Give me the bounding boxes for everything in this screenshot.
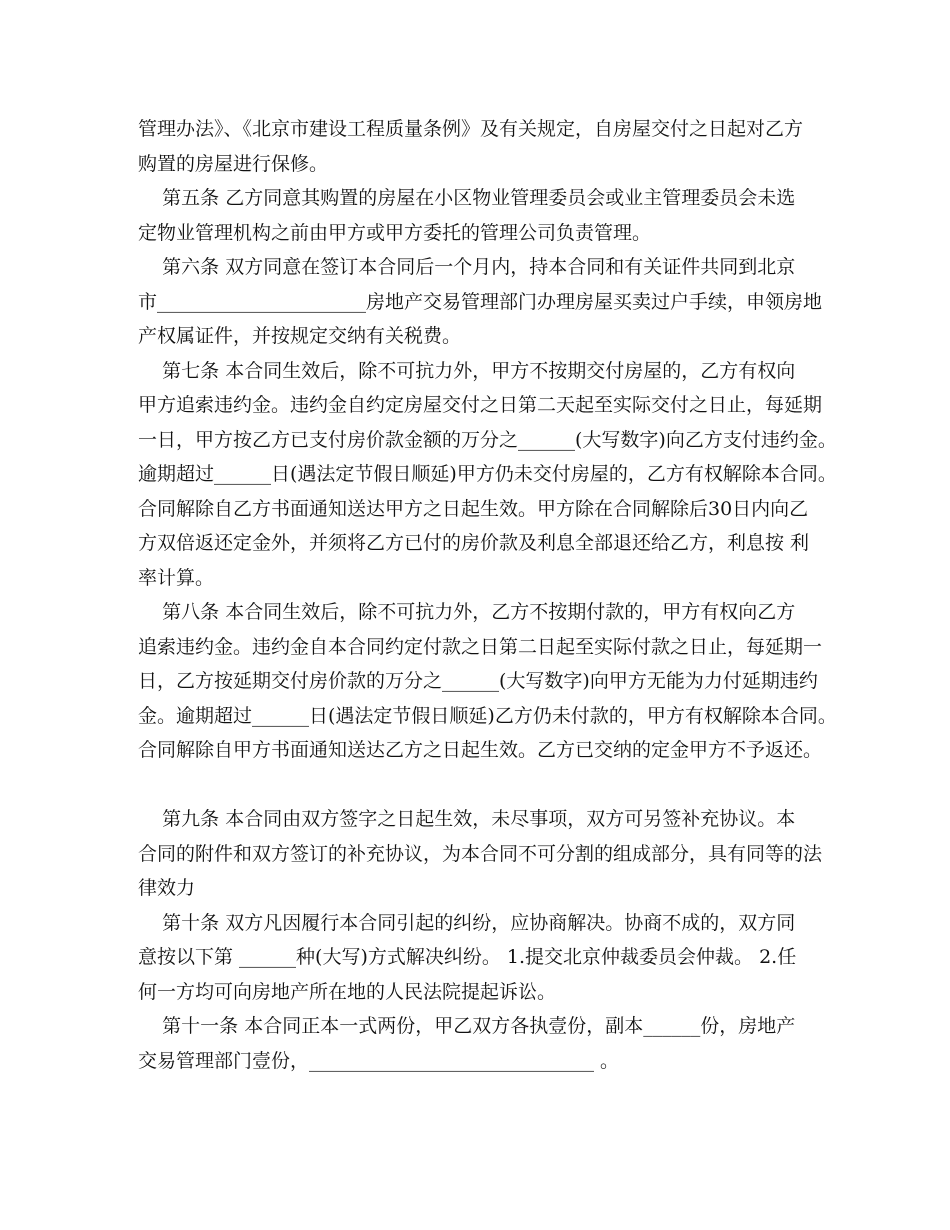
text-line: 逾期超过______日(遇法定节假日顺延)甲方仍未交付房屋的，乙方有权解除本合同。 — [138, 463, 837, 485]
text-line: 一日，甲方按乙方已支付房价款金额的万分之______(大写数字)向乙方支付违约金。 — [138, 428, 837, 451]
text-line: 市______________________房地产交易管理部门办理房屋买卖过户手续，申领房地 — [138, 290, 823, 313]
text-line: 意按以下第 ______种(大写)方式解决纠纷。 1.提交北京仲裁委员会仲裁。 2.任 — [138, 946, 797, 968]
text-line: 管理办法》、《北京市建设工程质量条例》及有关规定，自房屋交付之日起对乙方 — [138, 118, 804, 140]
text-line: 甲方追索违约金。违约金自约定房屋交付之日第二天起至实际交付之日止，每延期 — [138, 394, 823, 416]
text-line: 金。逾期超过______日(遇法定节假日顺延)乙方仍未付款的，甲方有权解除本合同。 — [138, 704, 837, 727]
article-8-line: 第八条 本合同生效后，除不可抗力外，乙方不按期付款的，甲方有权向乙方 — [138, 601, 796, 623]
article-9-line: 第九条 本合同由双方签字之日起生效，未尽事项，双方可另签补充协议。本 — [138, 808, 796, 830]
text-line: 方双倍返还定金外，并须将乙方已付的房价款及利息全部退还给乙方，利息按 利 — [138, 532, 810, 554]
article-7-line: 第七条 本合同生效后，除不可抗力外，甲方不按期交付房屋的，乙方有权向 — [138, 359, 796, 382]
paragraph-gap — [138, 768, 818, 803]
text-line: 购置的房屋进行保修。 — [138, 152, 329, 175]
text-line: 率计算。 — [138, 566, 215, 589]
text-line: 合同解除自乙方书面通知送达甲方之日起生效。甲方除在合同解除后30日内向乙 — [138, 497, 809, 520]
article-5-line: 第五条 乙方同意其购置的房屋在小区物业管理委员会或业主管理委员会未选 — [138, 187, 796, 209]
article-6-line: 第六条 双方同意在签订本合同后一个月内，持本合同和有关证件共同到北京 — [138, 256, 796, 278]
contract-text — [138, 112, 837, 1078]
text-line: 定物业管理机构之前由甲方或甲方委托的管理公司负责管理。 — [138, 221, 652, 244]
text-line: 交易管理部门壹份，______________________________ 。 — [138, 1049, 620, 1072]
text-line: 日，乙方按延期交付房价款的万分之______(大写数字)向甲方无能为力付延期违约 — [138, 670, 818, 692]
article-10-line: 第十条 双方凡因履行本合同引起的纠纷，应协商解决。协商不成的，双方同 — [138, 911, 796, 934]
text-line: 合同解除自甲方书面通知送达乙方之日起生效。乙方已交纳的定金甲方不予返还。 — [138, 739, 823, 761]
article-11-line: 第十一条 本合同正本一式两份，甲乙双方各执壹份，副本______份，房地产 — [138, 1015, 796, 1037]
text-line: 合同的附件和双方签订的补充协议，为本合同不可分割的组成部分，具有同等的法 — [138, 842, 823, 865]
text-line: 追索违约金。违约金自本合同约定付款之日第二日起至实际付款之日止，每延期一 — [138, 635, 823, 658]
text-line: 产权属证件，并按规定交纳有关税费。 — [138, 325, 462, 347]
text-line: 律效力 — [138, 877, 196, 899]
text-line: 何一方均可向房地产所在地的人民法院提起诉讼。 — [138, 980, 557, 1003]
